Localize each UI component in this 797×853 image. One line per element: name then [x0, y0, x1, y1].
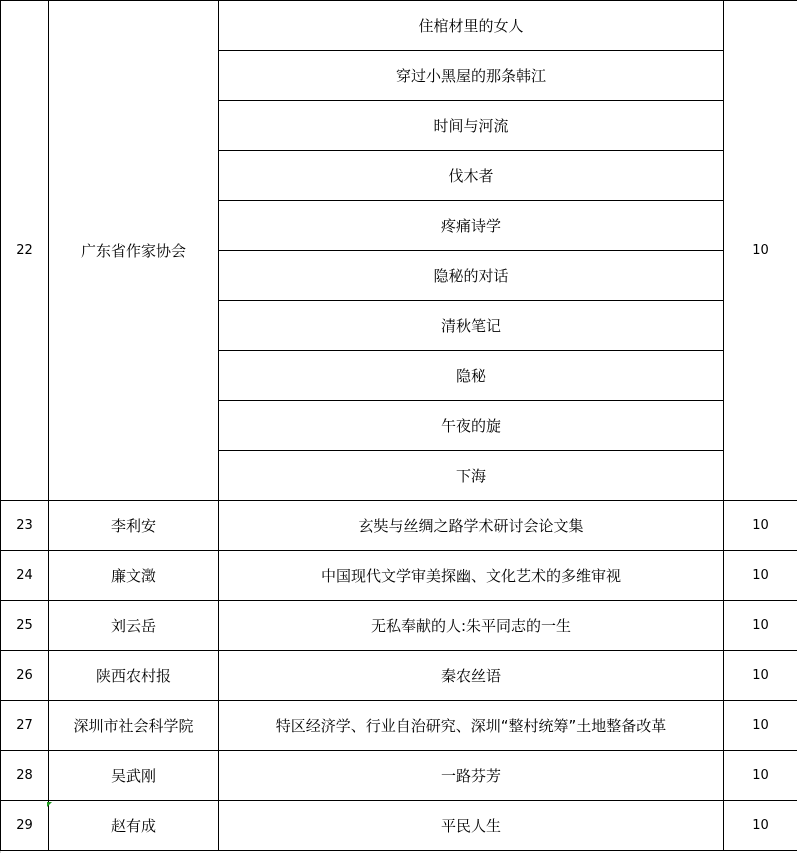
row-number-cell[interactable]: 28: [1, 751, 49, 801]
book-title-cell[interactable]: 午夜的旋: [219, 401, 724, 451]
unit-cell[interactable]: 刘云岳: [49, 601, 219, 651]
unit-cell[interactable]: 吴武刚: [49, 751, 219, 801]
table-row: [1, 701, 797, 751]
book-title-cell[interactable]: 穿过小黑屋的那条韩江: [219, 51, 724, 101]
count-cell[interactable]: 10: [724, 701, 797, 751]
row-number-cell[interactable]: 22: [1, 1, 49, 501]
cell-comment-marker: [47, 802, 52, 807]
count-cell[interactable]: 10: [724, 751, 797, 801]
count-cell[interactable]: 10: [724, 651, 797, 701]
count-cell[interactable]: 10: [724, 801, 797, 851]
book-title-cell[interactable]: 玄奘与丝绸之路学术研讨会论文集: [219, 501, 724, 551]
table-row: [1, 801, 797, 851]
table-row: [1, 551, 797, 601]
book-title-cell[interactable]: 清秋笔记: [219, 301, 724, 351]
book-title-cell[interactable]: 中国现代文学审美探幽、文化艺术的多维审视: [219, 551, 724, 601]
table-row: [1, 501, 797, 551]
row-number-cell[interactable]: 23: [1, 501, 49, 551]
row-number-cell[interactable]: 24: [1, 551, 49, 601]
unit-cell[interactable]: 深圳市社会科学院: [49, 701, 219, 751]
row-number-cell[interactable]: 25: [1, 601, 49, 651]
row-number-cell[interactable]: 26: [1, 651, 49, 701]
book-title-cell[interactable]: 特区经济学、行业自治研究、深圳“整村统筹”土地整备改革: [219, 701, 724, 751]
unit-cell[interactable]: 李利安: [49, 501, 219, 551]
book-title-cell[interactable]: 隐秘的对话: [219, 251, 724, 301]
row-number-cell[interactable]: 29: [1, 801, 49, 851]
book-title-cell[interactable]: 下海: [219, 451, 724, 501]
book-title-cell[interactable]: 时间与河流: [219, 101, 724, 151]
table-row: [1, 651, 797, 701]
count-cell[interactable]: 10: [724, 551, 797, 601]
book-title-cell[interactable]: 疼痛诗学: [219, 201, 724, 251]
row-number-cell[interactable]: 27: [1, 701, 49, 751]
count-cell[interactable]: 10: [724, 1, 797, 501]
table-body: [1, 1, 797, 851]
table-row: [1, 1, 797, 51]
book-title-cell[interactable]: 一路芬芳: [219, 751, 724, 801]
unit-cell[interactable]: 陕西农村报: [49, 651, 219, 701]
table-row: [1, 601, 797, 651]
unit-cell[interactable]: 广东省作家协会: [49, 1, 219, 501]
book-title-cell[interactable]: 平民人生: [219, 801, 724, 851]
unit-cell[interactable]: 廉文澂: [49, 551, 219, 601]
book-title-cell[interactable]: 无私奉献的人:朱平同志的一生: [219, 601, 724, 651]
book-title-cell[interactable]: 伐木者: [219, 151, 724, 201]
book-title-cell[interactable]: 住棺材里的女人: [219, 1, 724, 51]
count-cell[interactable]: 10: [724, 501, 797, 551]
table-row: [1, 751, 797, 801]
unit-cell[interactable]: 赵有成: [49, 801, 219, 851]
book-title-cell[interactable]: 隐秘: [219, 351, 724, 401]
book-title-cell[interactable]: 秦农丝语: [219, 651, 724, 701]
count-cell[interactable]: 10: [724, 601, 797, 651]
